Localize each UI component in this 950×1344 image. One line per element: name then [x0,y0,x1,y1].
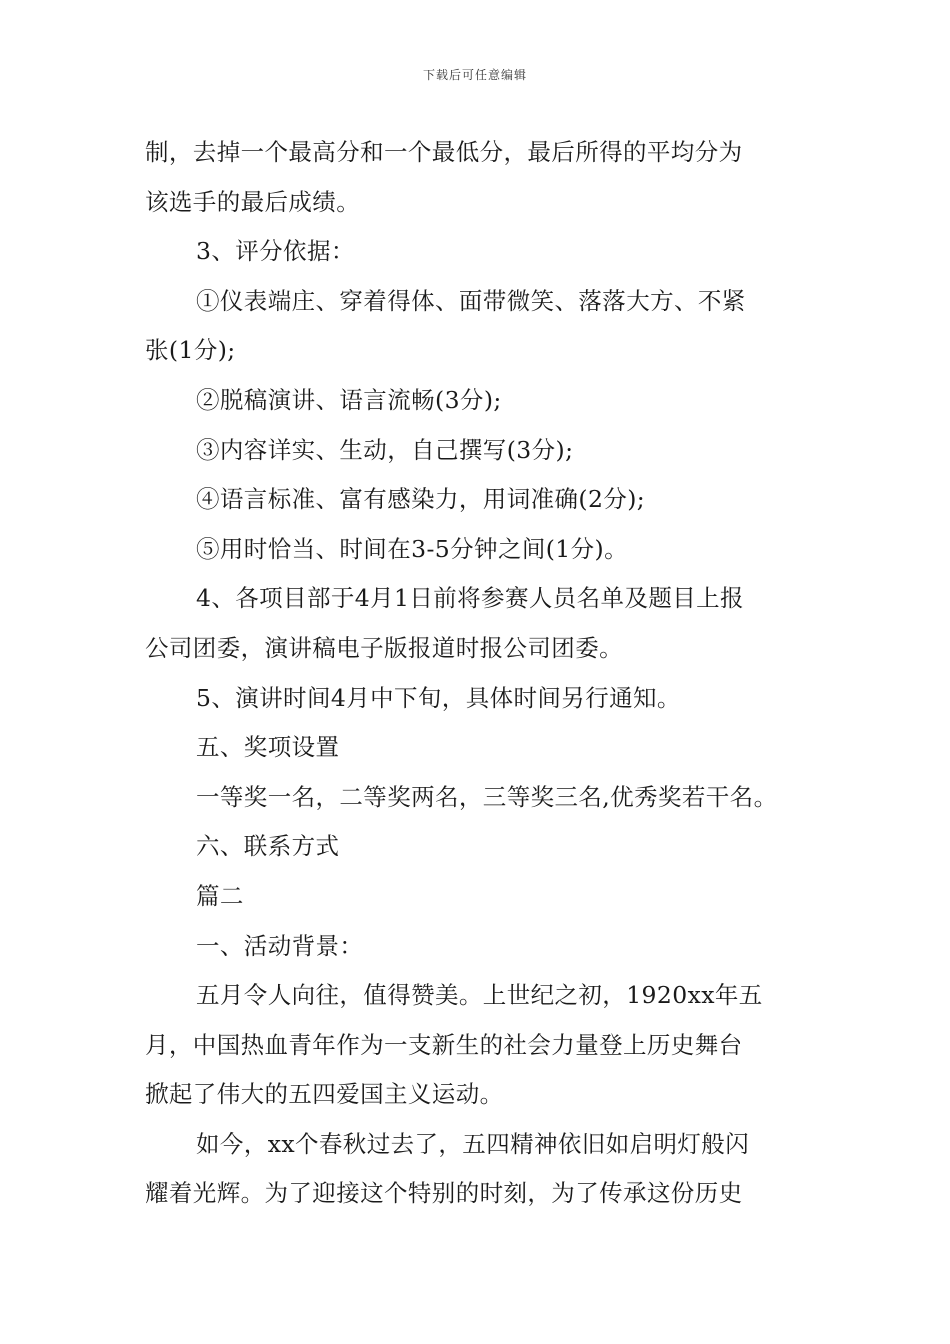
text-line: 如今，xx个春秋过去了，五四精神依旧如启明灯般闪 [196,1129,750,1158]
page-header: 下载后可任意编辑 [422,68,527,82]
text-line: 张(1分); [145,336,236,365]
text-line: ③内容详实、生动，自己撰写(3分); [196,435,574,464]
text-line: 4、各项目部于4月1日前将参赛人员名单及题目上报 [196,584,744,613]
text-line: 耀着光辉。为了迎接这个特别的时刻，为了传承这份历史 [145,1179,743,1208]
text-line: 3、评分依据： [196,237,355,266]
text-line: 一等奖一名，二等奖两名，三等奖三名,优秀奖若干名。 [196,782,778,811]
text-line: 制，去掉一个最高分和一个最低分，最后所得的平均分为 [145,138,743,166]
text-line: 六、联系方式 [196,832,340,861]
text-line: ②脱稿演讲、语言流畅(3分); [196,385,502,414]
text-line: 掀起了伟大的五四爱国主义运动。 [145,1080,504,1109]
text-line: 该选手的最后成绩。 [145,187,361,216]
text-line: ①仪表端庄、穿着得体、面带微笑、落落大方、不紧 [196,286,746,315]
text-line: 五、奖项设置 [196,733,340,762]
text-line: 一、活动背景： [196,931,364,960]
text-line: 篇二 [196,881,244,910]
text-line: ④语言标准、富有感染力，用词准确(2分); [196,485,646,514]
document-body [145,128,810,1219]
text-line: 5、演讲时间4月中下旬，具体时间另行通知。 [196,683,681,712]
text-line: 公司团委，演讲稿电子版报道时报公司团委。 [145,633,623,662]
text-line: ⑤用时恰当、时间在3-5分钟之间(1分)。 [196,534,629,563]
text-line: 月，中国热血青年作为一支新生的社会力量登上历史舞台 [145,1030,743,1059]
text-line: 五月令人向往，值得赞美。上世纪之初，1920xx年五 [196,981,763,1010]
